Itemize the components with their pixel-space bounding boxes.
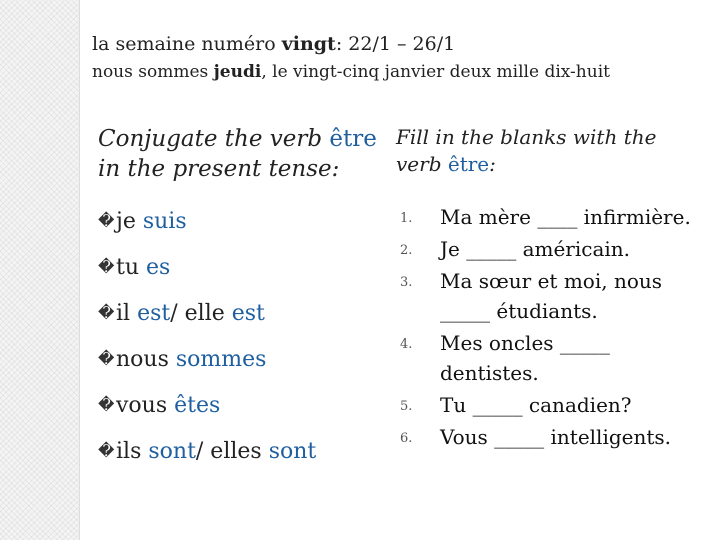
pronoun: il	[116, 301, 138, 326]
pronoun: nous	[116, 347, 176, 372]
verb-form: est	[137, 301, 171, 326]
verb-form-2: sont	[268, 439, 317, 464]
exercise-item	[396, 234, 708, 264]
date-range: : 22/1 – 26/1	[335, 33, 456, 55]
verb-form: sommes	[175, 347, 267, 372]
exercise-item	[396, 422, 708, 452]
box-bullet-icon: �	[98, 441, 115, 460]
day-suffix: , le vingt-cinq janvier deux mille dix-huit	[261, 62, 610, 82]
conjugation-item	[98, 436, 383, 482]
instruction-text: Conjugate the verb	[98, 126, 330, 152]
item-number: 2.	[400, 243, 413, 258]
box-bullet-icon: �	[98, 395, 115, 414]
fill-blanks-instruction	[396, 124, 708, 178]
conjugation-instruction	[98, 124, 383, 184]
conjugation-item	[98, 344, 383, 390]
instruction-verb: être	[447, 152, 490, 176]
conjugation-item	[98, 390, 383, 436]
pronoun-2: / elles	[195, 439, 269, 464]
box-bullet-icon: �	[98, 303, 115, 322]
item-number: 4.	[400, 337, 413, 352]
item-number: 1.	[400, 211, 413, 226]
slide	[80, 0, 720, 540]
box-bullet-icon: �	[98, 257, 115, 276]
conjugation-list	[98, 206, 383, 482]
item-text: Tu _____ canadien?	[440, 393, 632, 417]
instruction-verb: être	[329, 126, 377, 152]
fill-blanks-list	[396, 202, 708, 452]
pronoun-2: / elle	[170, 301, 232, 326]
day-line	[92, 62, 610, 82]
pronoun: vous	[116, 393, 175, 418]
item-text: Je _____ américain.	[440, 237, 631, 261]
instruction-colon: :	[489, 152, 496, 176]
box-bullet-icon: �	[98, 349, 115, 368]
verb-form: êtes	[174, 393, 221, 418]
exercise-item	[396, 390, 708, 420]
instruction-text: Fill in the blanks with the verb	[396, 125, 657, 176]
week-number: vingt	[281, 33, 336, 55]
verb-form-2: est	[231, 301, 265, 326]
date-line	[92, 33, 455, 55]
item-number: 5.	[400, 399, 413, 414]
item-text: Vous _____ intelligents.	[440, 425, 672, 449]
pronoun: tu	[116, 255, 147, 280]
pronoun: ils	[116, 439, 149, 464]
date-prefix: la semaine numéro	[92, 33, 282, 55]
conjugation-item	[98, 206, 383, 252]
item-text: Mes oncles _____ dentistes.	[440, 331, 610, 385]
item-text: Ma sœur et moi, nous _____ étudiants.	[440, 269, 663, 323]
box-bullet-icon: �	[98, 211, 115, 230]
day-name: jeudi	[213, 62, 262, 82]
conjugation-column	[98, 124, 383, 482]
instruction-text-2: in the present tense:	[98, 156, 340, 182]
conjugation-item	[98, 252, 383, 298]
verb-form: sont	[148, 439, 196, 464]
exercise-item	[396, 328, 708, 388]
exercise-item	[396, 266, 708, 326]
item-text: Ma mère ____ infirmière.	[440, 205, 691, 229]
day-prefix: nous sommes	[92, 62, 214, 82]
pronoun: je	[116, 209, 143, 234]
conjugation-item	[98, 298, 383, 344]
verb-form: suis	[142, 209, 187, 234]
exercise-item	[396, 202, 708, 232]
verb-form: es	[146, 255, 171, 280]
textured-margin	[0, 0, 80, 540]
item-number: 3.	[400, 275, 413, 290]
fill-blanks-column	[396, 124, 708, 454]
item-number: 6.	[400, 431, 413, 446]
